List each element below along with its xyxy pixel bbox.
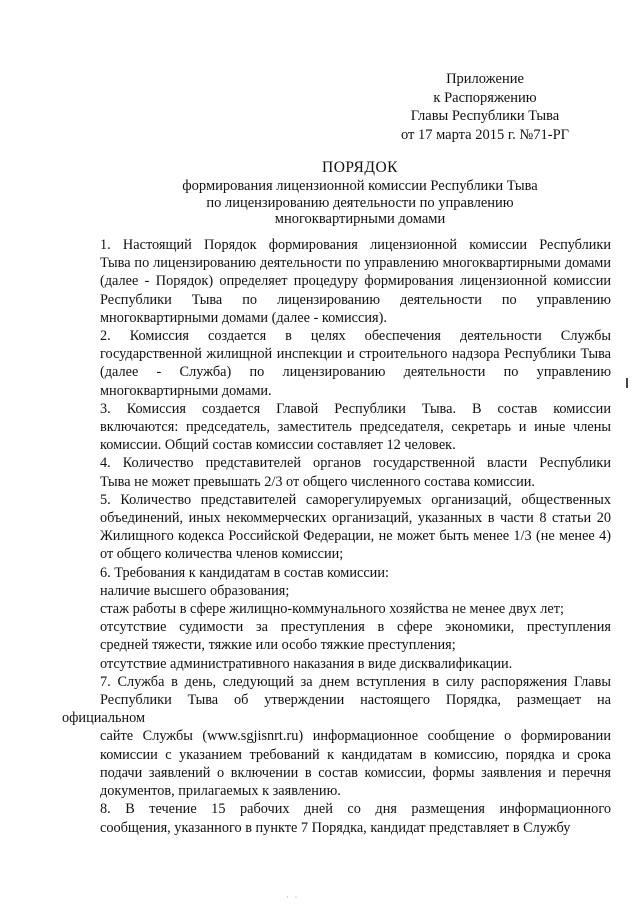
paragraph-line: объединений, иных некоммерческих организаций, указанных в части 8 статьи 20 (100, 510, 611, 527)
paragraph (62, 564, 611, 582)
title-block (100, 158, 620, 228)
paragraph (62, 800, 611, 836)
paragraph-line: сайте Службы (www.sgjisnrt.ru) информационное сообщение о формировании (100, 728, 611, 745)
paragraph (62, 655, 611, 673)
paragraph-line: Республики Тыва об утверждении настоящего Порядка, размещает на официальном (62, 692, 611, 727)
paragraph-line: отсутствие административного наказания в виде дисквалификации. (100, 655, 513, 672)
scan-edge-mark (626, 378, 628, 388)
paragraph-line: 7. Служба в день, следующий за днем вступления в силу распоряжения Главы (100, 673, 611, 690)
paragraph-line: документов, прилагаемых к заявлению. (100, 783, 341, 800)
paragraph-line: (далее - Порядок) определяет процедуру формирования лицензионной комиссии (100, 273, 611, 290)
paragraph-line: 6. Требования к кандидатам в состав комиссии: (100, 564, 389, 581)
paragraph-line: отсутствие судимости за преступления в сфере экономики, преступления (100, 619, 611, 636)
paragraph-line: средней тяжести, тяжкие или особо тяжкие преступления; (100, 637, 456, 654)
paragraph (62, 618, 611, 654)
paragraph-line: Тыва не может превышать 2/3 от общего численного состава комиссии. (100, 473, 535, 490)
paragraph-line: включаются: председатель, заместитель председателя, секретарь и иные члены (100, 419, 611, 436)
subtitle-line: многоквартирными домами (274, 211, 446, 227)
paragraph-line: государственной жилищной инспекции и строительного надзора Республики Тыва (100, 346, 611, 363)
paragraph (62, 400, 611, 455)
paragraph (62, 491, 611, 564)
subtitle-line: формирования лицензионной комиссии Республики Тыва (182, 178, 538, 194)
appendix-date-line: от 17 марта 2015 г. №71-РГ (400, 126, 570, 143)
appendix-line: Главы Республики Тыва (410, 108, 560, 124)
paragraph-line: сообщения, указанного в пункте 7 Порядка, кандидат представляет в Службу (100, 819, 571, 836)
paragraph (62, 327, 611, 400)
paragraph (62, 582, 611, 600)
appendix-line: к Распоряжению (433, 89, 537, 106)
paragraph (62, 600, 611, 618)
document-body (62, 236, 611, 837)
paragraph (62, 454, 611, 490)
paragraph-line: 1. Настоящий Порядок формирования лицензионной комиссии Республики (100, 237, 611, 253)
paragraph-line: многоквартирными домами (далее - комиссия). (100, 309, 387, 326)
paragraph-line: Жилищного кодекса Российской Федерации, не может быть менее 1/3 (не менее 4) (100, 528, 611, 545)
paragraph-line: многоквартирными домами. (100, 382, 272, 399)
paragraph-line: 2. Комиссия создается в целях обеспечения деятельности Службы (100, 328, 611, 345)
paragraph-line: стаж работы в сфере жилищно-коммунального хозяйства не менее двух лет; (100, 601, 564, 618)
subtitle-line: по лицензированию деятельности по управлению (206, 194, 514, 211)
scan-artifact-dots: · · (286, 893, 300, 902)
paragraph-line: 4. Количество представителей органов государственной власти Республики (100, 455, 611, 472)
paragraph-line: наличие высшего образования; (100, 582, 290, 599)
paragraph (62, 236, 611, 327)
paragraph-line: 3. Комиссия создается Главой Республики Тыва. В состав комиссии (100, 400, 611, 417)
paragraph-line: 8. В течение 15 рабочих дней со дня размещения информационного (100, 801, 611, 818)
paragraph (62, 673, 611, 800)
paragraph-line: Республики Тыва по лицензированию деятельности по управлению (100, 291, 611, 308)
document-subtitle (100, 178, 620, 228)
document-title: ПОРЯДОК (322, 159, 398, 176)
paragraph-line: Тыва по лицензированию деятельности по управлению многоквартирными домами (100, 255, 611, 272)
appendix-header (380, 70, 590, 144)
paragraph-line: 5. Количество представителей саморегулируемых организаций, общественных (100, 491, 611, 508)
paragraph-line: комиссии с указанием требований к кандидатам в комиссию, порядка и срока (100, 746, 611, 763)
paragraph-line: (далее - Служба) по лицензированию деятельности по управлению (100, 364, 611, 381)
paragraph-line: подачи заявлений о включении в состав комиссии, формы заявления и перечня (100, 764, 611, 781)
paragraph-line: от общего количества членов комиссии; (100, 546, 344, 563)
paragraph-line: комиссии. Общий состав комиссии составляет 12 человек. (100, 437, 456, 454)
appendix-line: Приложение (446, 71, 524, 87)
